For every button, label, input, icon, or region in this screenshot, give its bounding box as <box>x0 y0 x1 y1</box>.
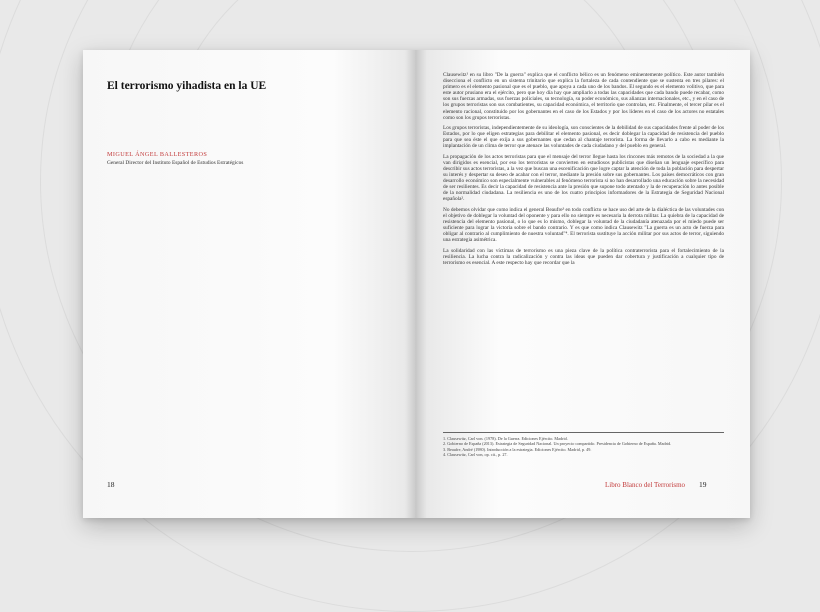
page-number-left: 18 <box>107 480 115 489</box>
footnote: 3. Beaufre, André (1980). Introducción a la estrategia. Ediciones Ejército. Madrid, p. 49. <box>443 446 592 452</box>
open-book <box>83 50 750 518</box>
footnotes <box>443 432 724 458</box>
author-name: MIGUEL ÁNGEL BALLESTEROS <box>107 151 208 158</box>
right-page <box>416 50 750 518</box>
running-footer: Libro Blanco del Terrorismo <box>605 481 686 489</box>
paragraph: Clausewitz¹ en su libro "De la guerra" explica que el conflicto bélico es un fenómeno eminentemente político. Este autor también disecciona el conflicto en un sistema trinitario que explica la fortaleza de cada contendiente que se sustenta en tres pilares: el primero es el elemento pasional que es el pueblo, que apoya a cada uno de los bandos. El segundo es el elemento volitivo, que para este autor prusiano era el ejército, pero que hoy día hay que ampliarlo a todas las capacidades que cada bando puede recabar, como son sus fuerzas armadas, sus fuerzas policiales, su tecnología, su poder económico, sus alianzas internacionales, etc., y en el caso de los grupos terroristas son sus combatientes, su capacidad económica, el territorio que controlan, etc. Finalmente, el tercer pilar es el elemento racional, constituido por los gobernantes en el caso de los Estados y por los líderes en el caso de los actores no estatales como son los grupos terroristas. <box>443 72 724 121</box>
paragraph: La propagación de los actos terroristas para que el mensaje del terror llegue hasta los rincones más remotos de la sociedad a la que van dirigidos es esencial, por eso los terroristas se convierten en estudiosos publicistas que diseñan un lenguaje específico para describir sus actos terroristas, a la vez que buscan una escenificación que logre captar la atención de toda la población para despertar su interés y despertar su deseo de acabar con el terror, mediante la presión sobre sus gobernantes. Los países democráticos con gran desarrollo económico son especialmente vulnerables al fenómeno terrorista si no han desarrollado una educación sobre la necesidad de ser resilientes. Es decir la capacidad de resistencia ante la presión que supone todo atentado y la de recuperación lo antes posible de la normalidad ciudadana. La resiliencia es uno de los cuatro principios informadores de la Estrategia de Seguridad Nacional española². <box>443 153 724 203</box>
paragraph: La solidaridad con las víctimas de terrorismo es una pieza clave de la política contraterrorista para el fortalecimiento de la resiliencia. La lucha contra la radicalización y contra las ideas que pueden dar cobertura y justificación a cualquier tipo de terrorismo es esencial. A este respecto hay que recordar que la <box>443 247 724 266</box>
author-affiliation: General Director del Instituto Español de Estudios Estratégicos <box>107 160 244 166</box>
paragraph: Los grupos terroristas, independientemente de su ideología, son conscientes de la debilidad de sus capacidades frente al poder de los Estados, por lo que eligen estrategias para debilitar el elemento pasional, es decir doblegar la capacidad de resistencia del pueblo para que sea éste el que exija a sus gobernantes que cedan al chantaje terrorista. La forma de llevarlo a cabo es mediante la implantación de un clima de terror que atenace las voluntades de cada ciudadano y del pueblo en general. <box>443 125 724 150</box>
page-number-right: 19 <box>699 480 707 489</box>
footnote: 4. Clausewitz, Carl von, op. cit., p. 27. <box>443 452 508 458</box>
footnote: 1. Clausewitz, Carl von. (1978). De la Guerra. Ediciones Ejército. Madrid. <box>443 436 568 441</box>
body-text <box>443 72 724 270</box>
chapter-title: El terrorismo yihadista en la UE <box>107 80 267 92</box>
paragraph: No debemos olvidar que como indica el general Beaufre³ en todo conflicto se hace uso del arte de la dialéctica de las voluntades con el objetivo de doblegar la voluntad del oponente y para ello no siempre es necesaria la derrota militar. La quiebra de la capacidad de resistencia del elemento pasional, o lo que es lo mismo, doblegar la voluntad de la ciudadanía atenazada por el miedo puede ser suficiente para lograr la victoria sobre el bando contrario. Y es que como indica Clausewitz "La guerra es un acto de fuerza para obligar al contrario al cumplimiento de nuestra voluntad"⁴. El terrorista sustituye la acción militar por sus actos de terror, siguiendo una estrategia asimétrica. <box>443 206 724 244</box>
book-gutter <box>405 50 427 518</box>
footnote: 2. Gobierno de España (2013). Estrategia de Seguridad Nacional. Un proyecto compartido. Presidencia de Gobierno de España. Madrid. <box>443 441 672 447</box>
left-page <box>83 50 416 518</box>
